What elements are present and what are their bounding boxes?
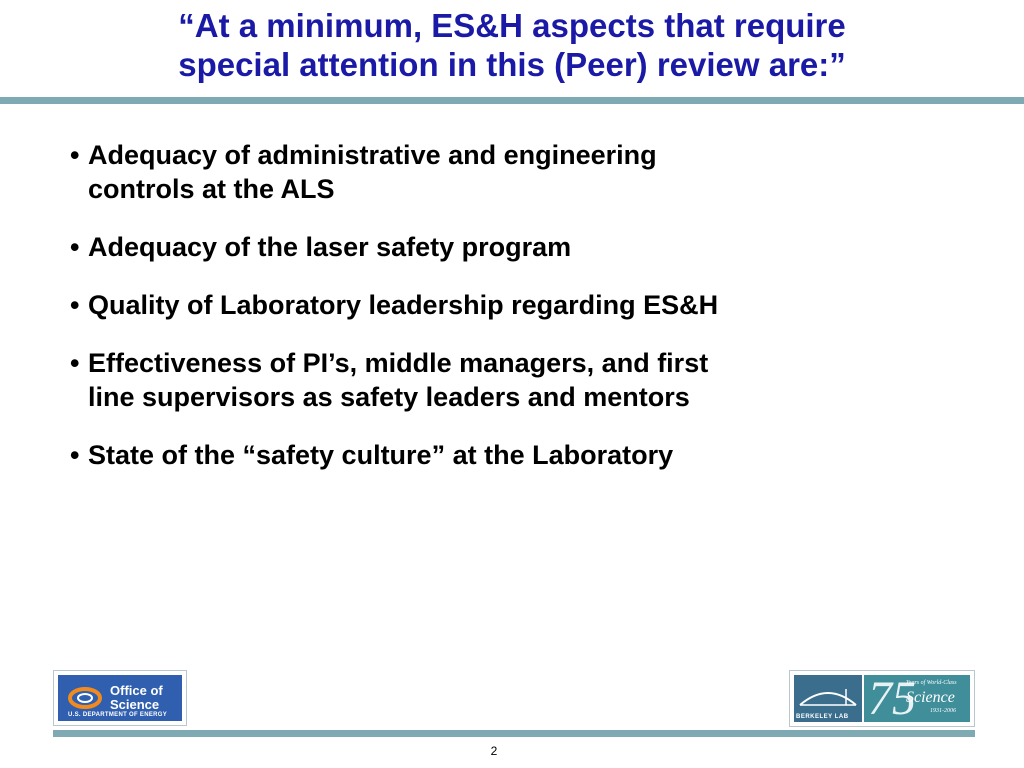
bullet-text: line supervisors as safety leaders and mentors [88,382,690,412]
office-of-science-logo [53,670,187,726]
bullet-dot-icon: • [70,440,80,470]
bullet-item [70,438,970,472]
page-number: 2 [490,744,498,758]
berkeley-lab-75-logo [789,670,975,727]
logo-line: Office of [110,683,163,698]
anniversary-logo [864,672,970,725]
berkeley-lab-label: BERKELEY LAB [796,714,849,720]
anniversary-dates: 1931-2006 [930,708,956,714]
bullet-text: controls at the ALS [88,174,335,204]
anniversary-line2: Science [906,689,955,706]
logo-line: Science [110,697,160,712]
bullet-item [70,288,970,322]
bullet-dot-icon: • [70,290,80,320]
bullet-text: Effectiveness of PI’s, middle managers, and first [88,348,709,378]
bullet-list [70,138,970,496]
bullet-text: Adequacy of administrative and engineering [88,140,657,170]
bullet-dot-icon: • [70,140,80,170]
doe-subtitle: U.S. DEPARTMENT OF ENERGY [68,712,168,718]
office-of-science-text [110,684,163,712]
slide-title [0,6,1024,84]
bullet-item [70,230,970,264]
bullet-item [70,346,970,414]
anniversary-number: 75 [868,672,916,725]
title-line-2: special attention in this (Peer) review are:” [178,46,846,83]
bullet-item [70,138,970,206]
bullet-dot-icon: • [70,348,80,378]
doe-swirl-icon [68,687,102,709]
anniversary-line1: Years of World-Class [906,680,957,686]
bullet-text: Quality of Laboratory leadership regarding ES&H [88,290,719,320]
title-line-1: “At a minimum, ES&H aspects that require [178,7,846,44]
footer-divider [53,730,975,737]
berkeley-lab-logo [794,675,862,722]
bullet-text: Adequacy of the laser safety program [88,232,572,262]
bullet-dot-icon: • [70,232,80,262]
bullet-text: State of the “safety culture” at the Laboratory [88,440,674,470]
title-divider [0,97,1024,104]
